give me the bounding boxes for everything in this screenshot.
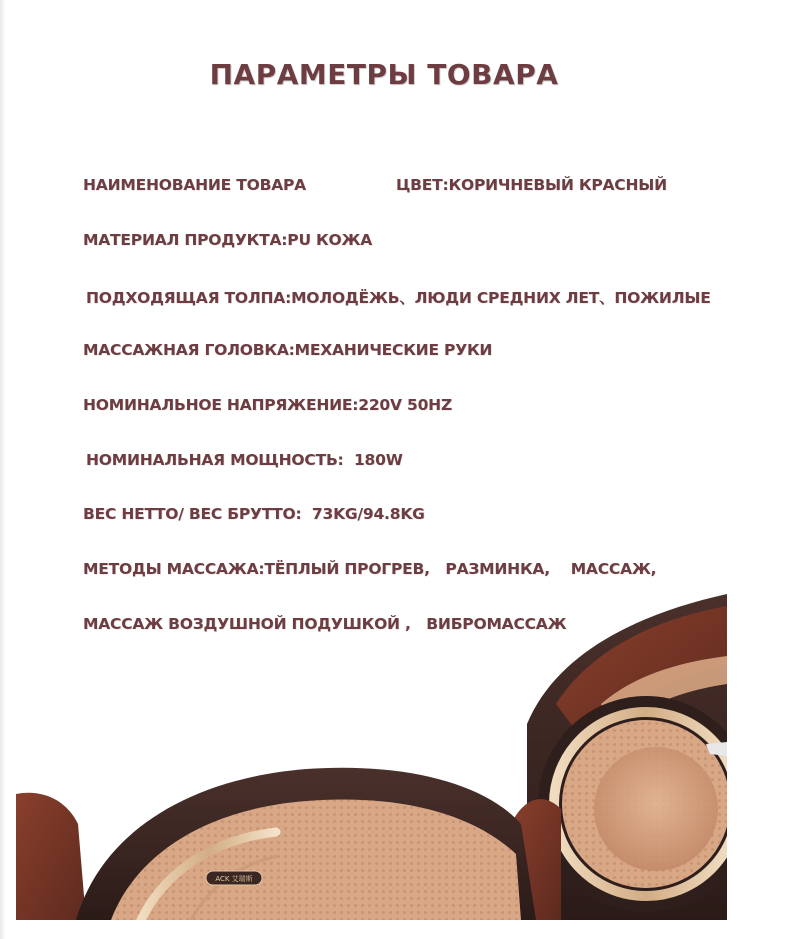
chair-logo-text: ACK 艾瑞斯 [215, 875, 253, 883]
spec-methods-line-1: МЕТОДЫ МАССАЖА:ТЁПЛЫЙ ПРОГРЕВ, РАЗМИНКА, МАССАЖ, [83, 560, 657, 578]
spec-material: МАТЕРИАЛ ПРОДУКТА:PU КОЖА [83, 231, 373, 249]
spec-audience: ПОДХОДЯЩАЯ ТОЛПА:МОЛОДЁЖЬ、ЛЮДИ СРЕДНИХ ЛЕТ、ПОЖИЛЫЕ [86, 289, 711, 307]
backrest-leather [16, 793, 86, 920]
spec-weight: ВЕС НЕТТО/ ВЕС БРУТТО: 73KG/94.8KG [83, 505, 425, 523]
page-edge-shadow [0, 0, 6, 939]
spec-product-name: НАИМЕНОВАНИЕ ТОВАРА [83, 176, 306, 194]
spec-color: ЦВЕТ:КОРИЧНЕВЫЙ КРАСНЫЙ [396, 176, 667, 194]
page-title: ПАРАМЕТРЫ ТОВАРА [209, 58, 559, 91]
spec-voltage: НОМИНАЛЬНОЕ НАПРЯЖЕНИЕ:220V 50HZ [83, 396, 452, 414]
spec-massage-head: МАССАЖНАЯ ГОЛОВКА:МЕХАНИЧЕСКИЕ РУКИ [83, 341, 493, 359]
right-disc-center [594, 747, 718, 871]
massage-chair-photo [16, 594, 727, 920]
spec-methods-line-2: МАССАЖ ВОЗДУШНОЙ ПОДУШКОЙ , ВИБРОМАССАЖ [83, 615, 567, 633]
spec-power: НОМИНАЛЬНАЯ МОЩНОСТЬ: 180W [86, 451, 403, 469]
